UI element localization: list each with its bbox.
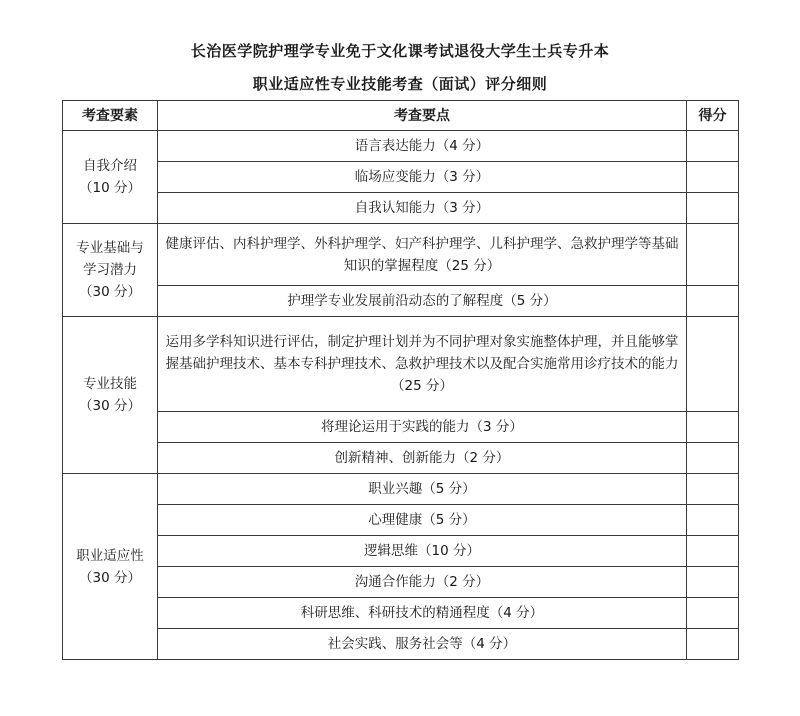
category-name: 自我介绍 xyxy=(83,158,137,174)
score-cell xyxy=(687,162,739,193)
table-row xyxy=(63,131,739,162)
category-points: （10 分） xyxy=(79,180,141,196)
point-cell: 语言表达能力（4 分） xyxy=(158,131,687,162)
table-row xyxy=(63,567,739,598)
scoring-table xyxy=(62,100,739,660)
point-cell: 将理论运用于实践的能力（3 分） xyxy=(158,412,687,443)
score-cell xyxy=(687,536,739,567)
score-cell xyxy=(687,598,739,629)
table-row xyxy=(63,286,739,317)
header-category: 考查要素 xyxy=(63,101,158,131)
point-cell: 自我认知能力（3 分） xyxy=(158,193,687,224)
point-cell: 护理学专业发展前沿动态的了解程度（5 分） xyxy=(158,286,687,317)
category-points: （30 分） xyxy=(79,569,141,586)
score-cell xyxy=(687,505,739,536)
score-cell xyxy=(687,286,739,317)
score-cell xyxy=(687,193,739,224)
category-cell xyxy=(63,317,158,474)
category-cell xyxy=(63,474,158,660)
document-title-line2: 职业适应性专业技能考查（面试）评分细则 xyxy=(252,75,548,93)
score-cell xyxy=(687,317,739,412)
category-name: 专业基础与 xyxy=(76,240,144,256)
score-cell xyxy=(687,443,739,474)
category-name: 专业技能 xyxy=(83,376,137,392)
point-cell: 健康评估、内科护理学、外科护理学、妇产科护理学、儿科护理学、急救护理学等基础知识的掌握程度（25 分） xyxy=(158,224,687,286)
document-title-line1: 长治医学院护理学专业免于文化课考试退役大学生士兵专升本 xyxy=(190,42,610,60)
table-row xyxy=(63,162,739,193)
table-row xyxy=(63,505,739,536)
point-cell: 社会实践、服务社会等（4 分） xyxy=(158,629,687,660)
score-cell xyxy=(687,629,739,660)
point-cell: 职业兴趣（5 分） xyxy=(158,474,687,505)
point-cell: 心理健康（5 分） xyxy=(158,505,687,536)
score-cell xyxy=(687,131,739,162)
table-row xyxy=(63,224,739,286)
point-cell: 逻辑思维（10 分） xyxy=(158,536,687,567)
table-row xyxy=(63,536,739,567)
category-points: （30 分） xyxy=(79,398,141,414)
header-score: 得分 xyxy=(687,101,739,131)
point-cell: 临场应变能力（3 分） xyxy=(158,162,687,193)
table-row xyxy=(63,629,739,660)
score-cell xyxy=(687,412,739,443)
score-cell xyxy=(687,567,739,598)
header-points: 考查要点 xyxy=(158,101,687,131)
point-cell: 运用多学科知识进行评估，制定护理计划并为不同护理对象实施整体护理，并且能够掌握基础护理技术、基本专科护理技术、急救护理技术以及配合实施常用诊疗技术的能力（25 分） xyxy=(158,317,687,412)
point-cell: 创新精神、创新能力（2 分） xyxy=(158,443,687,474)
table-row xyxy=(63,317,739,412)
category-cell xyxy=(63,224,158,317)
table-row xyxy=(63,412,739,443)
table-row xyxy=(63,474,739,505)
table-header-row xyxy=(63,101,739,131)
table-row xyxy=(63,443,739,474)
score-cell xyxy=(687,224,739,286)
point-cell: 科研思维、科研技术的精通程度（4 分） xyxy=(158,598,687,629)
table-row xyxy=(63,598,739,629)
category-cell xyxy=(63,131,158,224)
table-row xyxy=(63,193,739,224)
category-name: 职业适应性 xyxy=(76,547,144,564)
category-name: 学习潜力 xyxy=(83,262,137,278)
point-cell: 沟通合作能力（2 分） xyxy=(158,567,687,598)
score-cell xyxy=(687,474,739,505)
category-points: （30 分） xyxy=(79,284,141,300)
